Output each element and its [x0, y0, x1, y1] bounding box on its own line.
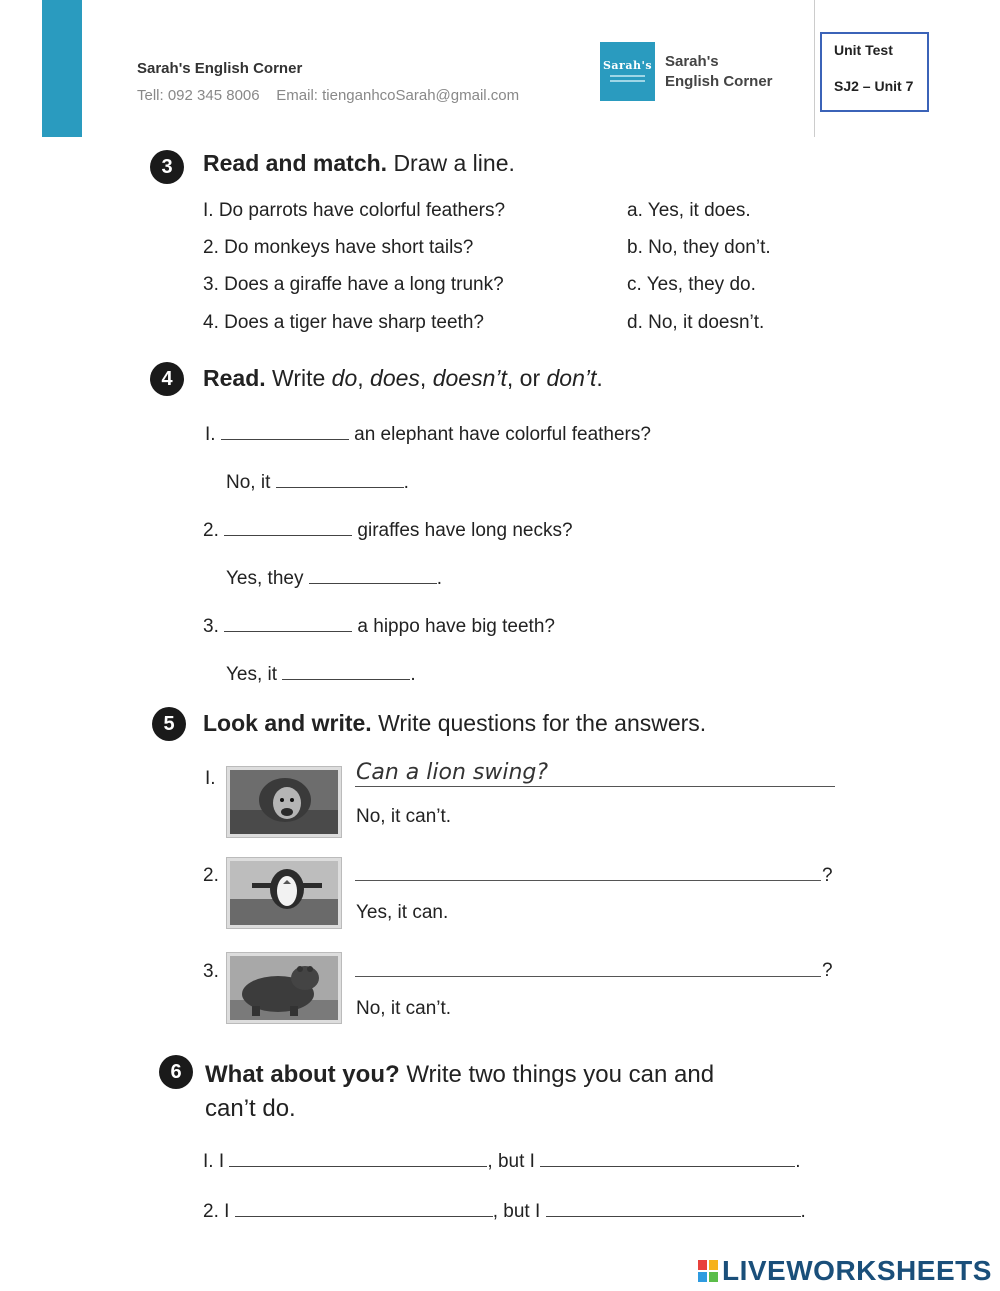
- section4-number: 4: [150, 362, 184, 396]
- penguin-photo: [227, 858, 341, 928]
- look-item-1-num: I.: [205, 768, 216, 789]
- header-accent-bar: [42, 0, 82, 137]
- blank-input[interactable]: [276, 471, 404, 488]
- penguin-image-icon: [230, 861, 338, 925]
- section6-title-line2: can’t do.: [205, 1095, 296, 1122]
- look-answer-2: Yes, it can.: [356, 902, 449, 923]
- fill-item-1: I. an elephant have colorful feathers?: [205, 424, 651, 445]
- blank-input[interactable]: [224, 519, 352, 536]
- match-answer-a[interactable]: a. Yes, it does.: [627, 200, 751, 221]
- fill-answer-2: Yes, they .: [226, 568, 443, 589]
- look-answer-3: No, it can’t.: [356, 998, 452, 1019]
- blank-input[interactable]: [282, 663, 410, 680]
- section5-title: Look and write. Write questions for the answers.: [203, 710, 707, 736]
- match-answer-d[interactable]: d. No, it doesn’t.: [627, 312, 765, 333]
- about-you-item-2: 2. I , but I .: [203, 1201, 806, 1222]
- match-answer-c[interactable]: c. Yes, they do.: [627, 274, 756, 295]
- match-question-3[interactable]: 3. Does a giraffe have a long trunk?: [203, 274, 504, 295]
- blank-input[interactable]: [229, 1150, 487, 1167]
- hippo-photo: [227, 953, 341, 1023]
- unit-label: SJ2 – Unit 7: [834, 78, 914, 94]
- write-line-2[interactable]: [355, 880, 821, 881]
- match-question-4[interactable]: 4. Does a tiger have sharp teeth?: [203, 312, 484, 333]
- match-question-1[interactable]: I. Do parrots have colorful feathers?: [203, 200, 506, 221]
- blank-input[interactable]: [224, 615, 352, 632]
- logo-name: Sarah's English Corner: [665, 53, 773, 90]
- section3-number: 3: [150, 150, 184, 184]
- blank-input[interactable]: [221, 423, 349, 440]
- section6-title: What about you? Write two things you can and: [205, 1061, 715, 1088]
- fill-item-3: 3. a hippo have big teeth?: [203, 616, 555, 637]
- write-line-3[interactable]: [355, 976, 821, 977]
- blank-input[interactable]: [235, 1200, 493, 1217]
- lion-photo: [227, 767, 341, 837]
- liveworksheets-logo[interactable]: LIVEWORKSHEETS: [722, 1255, 992, 1286]
- logo-text: Sarah's: [602, 59, 653, 72]
- fill-answer-1: No, it .: [226, 472, 409, 493]
- question-mark-3: ?: [822, 960, 833, 981]
- blank-input[interactable]: [309, 567, 437, 584]
- look-answer-1: No, it can’t.: [356, 806, 452, 827]
- liveworksheets-icon: [698, 1260, 718, 1282]
- about-you-item-1: I. I , but I .: [203, 1151, 801, 1172]
- section4-title: Read. Write do, does, doesn’t, or don’t.: [203, 365, 603, 391]
- section6-number: 6: [159, 1055, 193, 1089]
- unit-test-label: Unit Test: [834, 42, 893, 58]
- write-line-1[interactable]: [355, 786, 835, 787]
- match-answer-b[interactable]: b. No, they don’t.: [627, 237, 771, 258]
- question-mark-2: ?: [822, 865, 833, 886]
- blank-input[interactable]: [540, 1150, 795, 1167]
- section5-number: 5: [152, 707, 186, 741]
- lion-image-icon: [230, 770, 338, 834]
- brand-name: Sarah's English Corner: [137, 60, 303, 77]
- unit-test-box: [820, 32, 929, 112]
- written-question-1[interactable]: Can a lion swing?: [356, 760, 549, 785]
- brand-logo: [600, 42, 655, 101]
- blank-input[interactable]: [546, 1200, 801, 1217]
- look-item-2-num: 2.: [203, 865, 219, 886]
- fill-answer-3: Yes, it .: [226, 664, 416, 685]
- match-question-2[interactable]: 2. Do monkeys have short tails?: [203, 237, 474, 258]
- hippo-image-icon: [230, 956, 338, 1020]
- look-item-3-num: 3.: [203, 961, 219, 982]
- header-divider: [814, 0, 815, 137]
- fill-item-2: 2. giraffes have long necks?: [203, 520, 573, 541]
- section3-title: Read and match. Draw a line.: [203, 150, 515, 176]
- contact-info: Tell: 092 345 8006 Email: tienganhcoSarah@gmail.com: [137, 87, 520, 104]
